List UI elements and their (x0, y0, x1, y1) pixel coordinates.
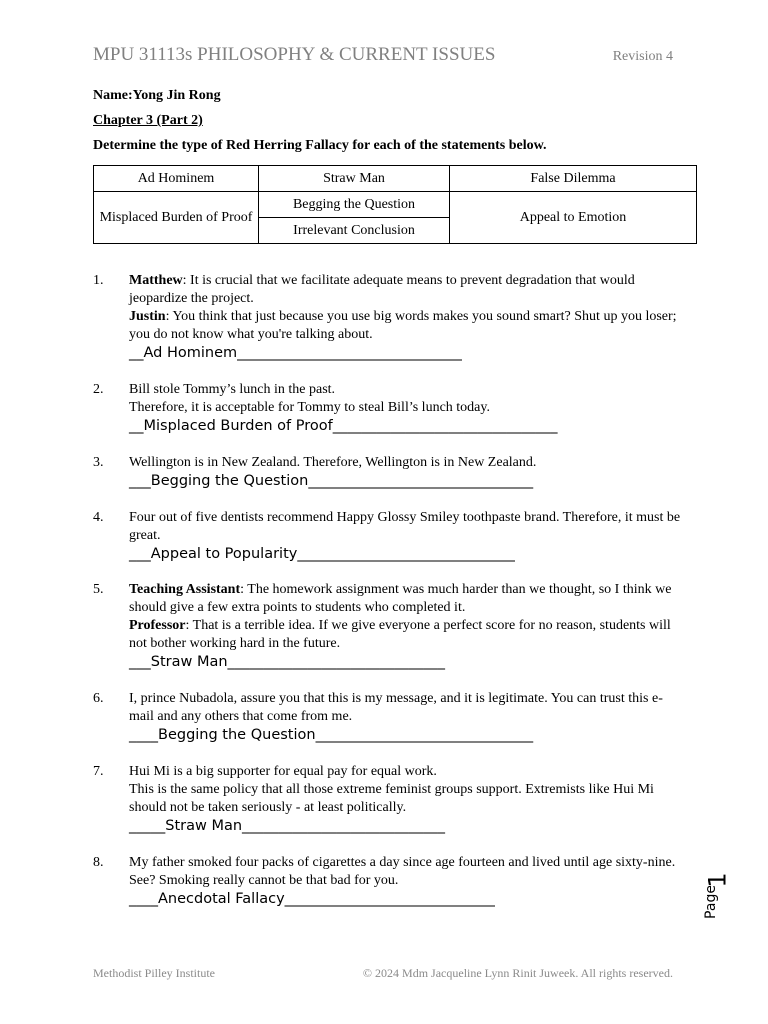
question-item (93, 381, 683, 436)
speaker-name: Justin (129, 309, 166, 324)
fallacy-options-table (93, 165, 697, 244)
question-number: 8. (93, 855, 104, 870)
statement-text: Therefore, it is acceptable for Tommy to steal Bill’s lunch today. (129, 400, 490, 415)
statement-text: My father smoked four packs of cigarettes a day since age fourteen and lived until age sixty-nine. See? Smoking really cannot be that bad for you. (129, 855, 676, 888)
option-begging-question: Begging the Question (259, 192, 450, 218)
question-number: 6. (93, 691, 104, 706)
statement-text: : You think that just because you use big words makes you sound smart? Shut up you loser; you do not know what you're talking about. (129, 309, 677, 342)
page-number: 1 (703, 872, 732, 888)
course-title: MPU 31113s PHILOSOPHY & CURRENT ISSUES (93, 44, 496, 65)
question-number: 4. (93, 510, 104, 525)
page-label: Page (702, 885, 719, 919)
question-number: 3. (93, 455, 104, 470)
speaker-name: Teaching Assistant (129, 582, 241, 597)
speaker-name: Professor (129, 618, 186, 633)
revision-label: Revision 4 (612, 49, 673, 64)
question-number: 2. (93, 382, 104, 397)
answer-line: __Ad Hominem_______________________________ (129, 345, 462, 361)
statement-text: Four out of five dentists recommend Happy Glossy Smiley toothpaste brand. Therefore, it must be great. (129, 510, 681, 543)
question-number: 7. (93, 764, 104, 779)
footer-copyright: © 2024 Mdm Jacqueline Lynn Rinit Juweek. All rights reserved. (362, 966, 673, 980)
footer-institute: Methodist Pilley Institute (93, 966, 215, 980)
instruction-text: Determine the type of Red Herring Fallacy for each of the statements below. (93, 138, 547, 153)
question-item (93, 272, 683, 363)
student-name: Name:Yong Jin Rong (93, 88, 221, 103)
statement-text: Hui Mi is a big supporter for equal pay for equal work. (129, 764, 437, 779)
option-appeal-emotion: Appeal to Emotion (450, 192, 697, 244)
question-item (93, 763, 683, 836)
page-footer (93, 966, 673, 981)
answer-line: ____Begging the Question______________________________ (129, 727, 534, 743)
question-number: 5. (93, 582, 104, 597)
option-ad-hominem: Ad Hominem (94, 166, 259, 192)
option-misplaced-burden: Misplaced Burden of Proof (94, 192, 259, 244)
answer-line: ___Begging the Question_______________________________ (129, 473, 534, 489)
answer-line: ___Appeal to Popularity______________________________ (129, 546, 515, 562)
statement-text: : It is crucial that we facilitate adequate means to prevent degradation that would jeopardize the project. (129, 273, 635, 306)
statement-text: I, prince Nubadola, assure you that this is my message, and it is legitimate. You can trust this e-mail and any others that come from me. (129, 691, 663, 724)
answer-line: ____Anecdotal Fallacy_____________________________ (129, 891, 495, 907)
question-item (93, 454, 683, 491)
speaker-name: Matthew (129, 273, 183, 288)
question-item (93, 509, 683, 564)
chapter-heading: Chapter 3 (Part 2) (93, 113, 203, 128)
question-number: 1. (93, 273, 104, 288)
statement-text: : The homework assignment was much harder than we thought, so I think we should give a few extra points to students who completed it. (129, 582, 672, 615)
question-item (93, 690, 683, 745)
answer-line: _____Straw Man____________________________ (129, 818, 446, 834)
question-item (93, 581, 683, 672)
option-straw-man: Straw Man (259, 166, 450, 192)
statement-text: Wellington is in New Zealand. Therefore, Wellington is in New Zealand. (129, 455, 537, 470)
option-false-dilemma: False Dilemma (450, 166, 697, 192)
answer-line: __Misplaced Burden of Proof_______________________________ (129, 418, 558, 434)
statement-text: Bill stole Tommy’s lunch in the past. (129, 382, 336, 397)
page-header (93, 44, 673, 66)
option-irrelevant-conclusion: Irrelevant Conclusion (259, 218, 450, 244)
answer-line: ___Straw Man______________________________ (129, 654, 446, 670)
page-number-marker (702, 866, 742, 926)
statement-text: This is the same policy that all those extreme feminist groups support. Extremists like Hui Mi should not be taken seriously - at least politically. (129, 782, 654, 815)
question-item (93, 854, 683, 909)
statement-text: : That is a terrible idea. If we give everyone a perfect score for no reason, students will not bother working hard in the future. (129, 618, 671, 651)
